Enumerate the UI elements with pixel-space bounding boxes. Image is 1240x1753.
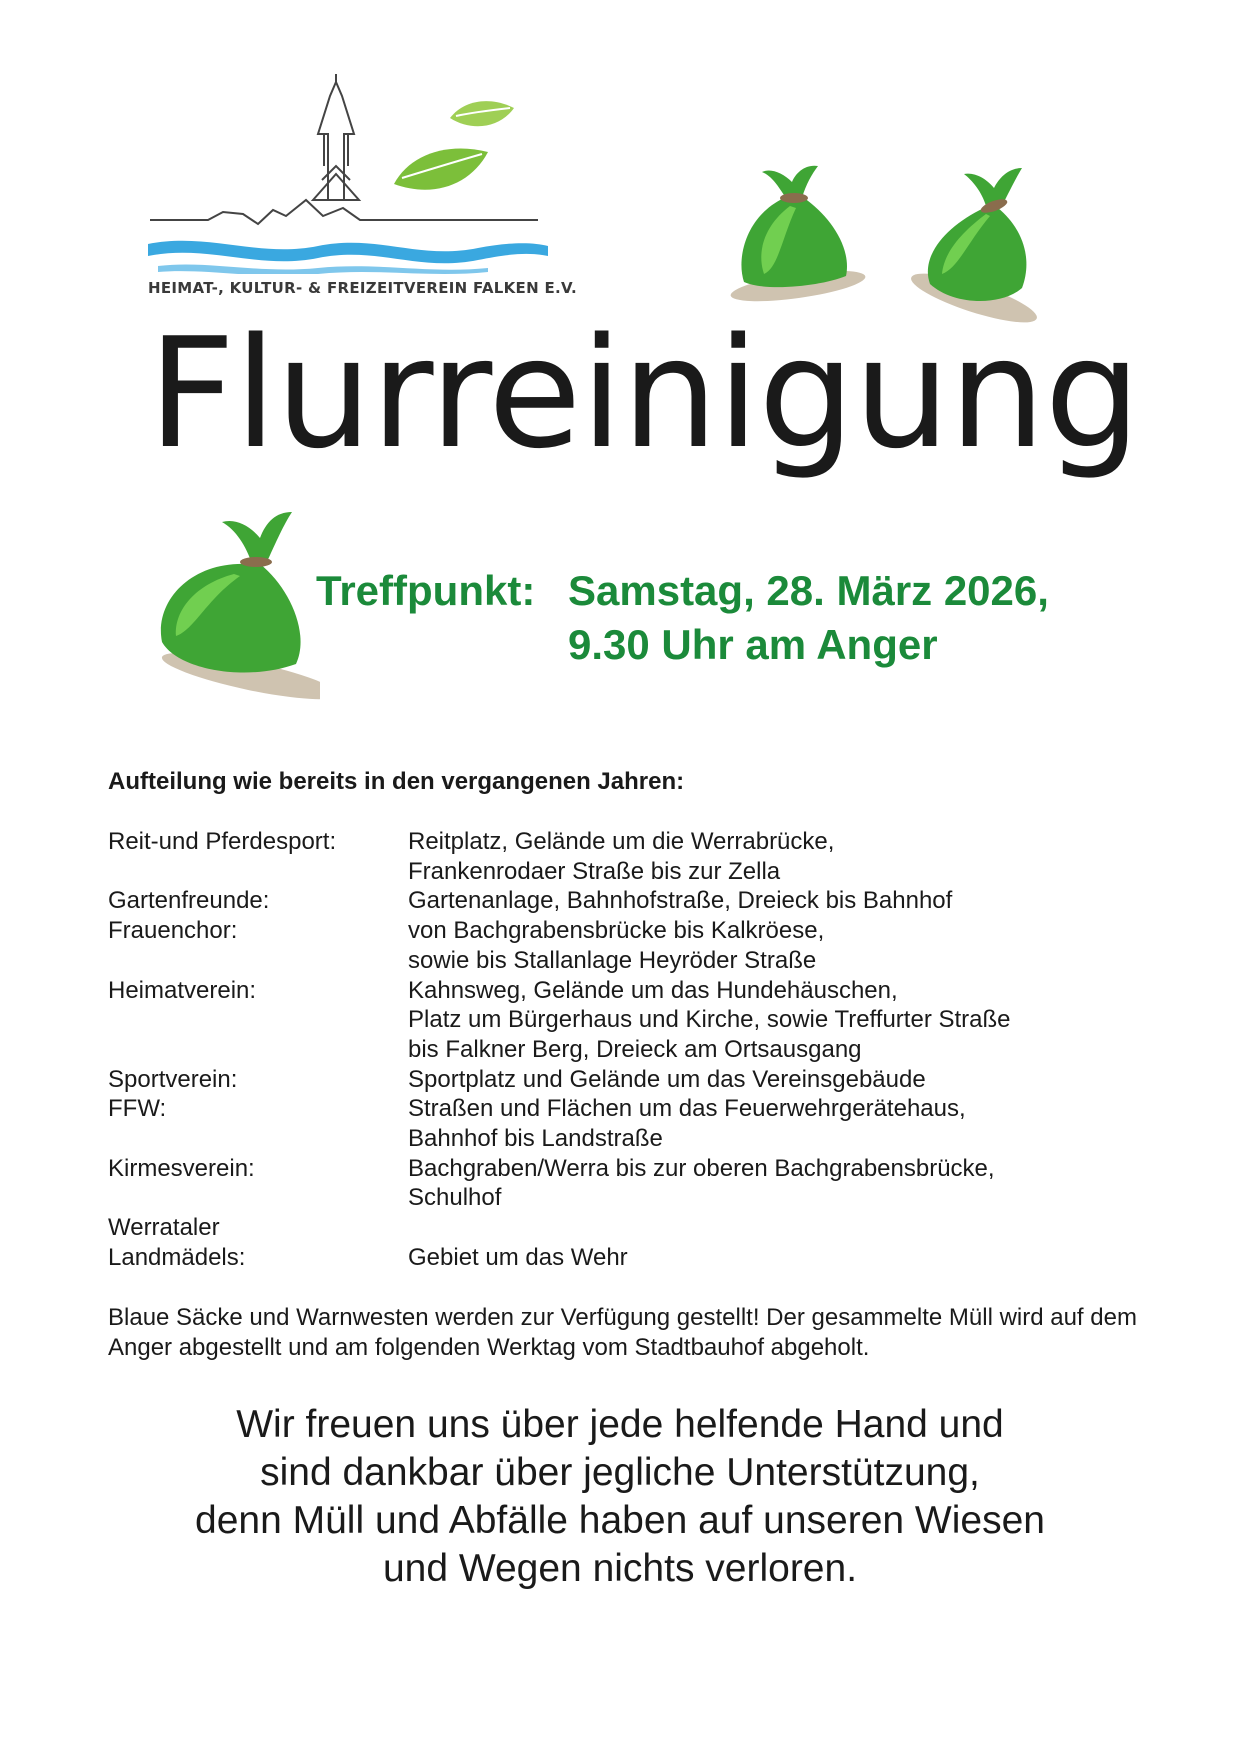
club-logo <box>148 74 577 304</box>
group-area: Straßen und Flächen um das Feuerwehrgerätehaus, Bahnhof bis Landstraße <box>408 1095 966 1153</box>
list-item <box>108 827 1168 886</box>
group-area: Gartenanlage, Bahnhofstraße, Dreieck bis Bahnhof <box>408 887 953 915</box>
club-name: HEIMAT-, KULTUR- & FREIZEITVEREIN FALKEN E.V. <box>148 279 577 297</box>
closing-message <box>120 1401 1120 1593</box>
group-name: Heimatverein: <box>108 976 257 1004</box>
list-item <box>108 1094 1168 1153</box>
group-area: Bachgraben/Werra bis zur oberen Bachgrabensbrücke, Schulhof <box>408 1154 995 1212</box>
list-item <box>108 1213 1168 1272</box>
church-leaves-river-logo-icon <box>148 74 568 274</box>
notice-text: Blaue Säcke und Warnwesten werden zur Verfügung gestellt! Der gesammelte Müll wird auf dem Anger abgestellt und am folgenden Werktag vom Stadtbauhof abgeholt. <box>108 1304 1137 1361</box>
list-item <box>108 886 1168 916</box>
meeting-label: Treffpunkt: <box>316 567 536 614</box>
group-area: von Bachgrabensbrücke bis Kalkröese, sowie bis Stallanlage Heyröder Straße <box>408 917 825 974</box>
closing-line: sind dankbar über jegliche Unterstützung, <box>260 1451 980 1494</box>
meeting-date: Samstag, 28. März 2026, <box>568 567 1049 614</box>
assignment-heading: Aufteilung wie bereits in den vergangenen Jahren: <box>108 768 685 795</box>
group-area: Kahnsweg, Gelände um das Hundehäuschen, Platz um Bürgerhaus und Kirche, sowie Treffurter Straße bis Falkner Berg, Dreieck am Ortsausgang <box>408 976 1011 1063</box>
group-area: Sportplatz und Gelände um das Vereinsgebäude <box>408 1065 926 1093</box>
group-name: Sportverein: <box>108 1065 238 1093</box>
group-name: Gartenfreunde: <box>108 887 270 915</box>
trash-bag-icon <box>726 158 876 313</box>
assignment-list <box>108 827 1168 1273</box>
list-item <box>108 916 1168 975</box>
group-name: Frauenchor: <box>108 917 238 945</box>
group-name: Kirmesverein: <box>108 1154 255 1182</box>
group-area: Gebiet um das Wehr <box>408 1243 628 1271</box>
group-name: Werrataler Landmädels: <box>108 1214 246 1271</box>
list-item <box>108 976 1168 1065</box>
closing-line: denn Müll und Abfälle haben auf unseren Wiesen <box>195 1499 1045 1542</box>
list-item <box>108 1065 1168 1095</box>
group-name: Reit-und Pferdesport: <box>108 828 337 855</box>
trash-bag-icon <box>150 502 320 712</box>
list-item <box>108 1154 1168 1213</box>
meeting-time-place: 9.30 Uhr am Anger <box>568 621 938 668</box>
group-area: Reitplatz, Gelände um die Werrabrücke, Frankenrodaer Straße bis zur Zella <box>408 828 835 885</box>
page-title: Flurreinigung <box>148 305 1140 482</box>
group-name: FFW: <box>108 1095 167 1123</box>
closing-line: und Wegen nichts verloren. <box>382 1547 858 1590</box>
closing-line: Wir freuen uns über jede helfende Hand und <box>236 1403 1004 1446</box>
